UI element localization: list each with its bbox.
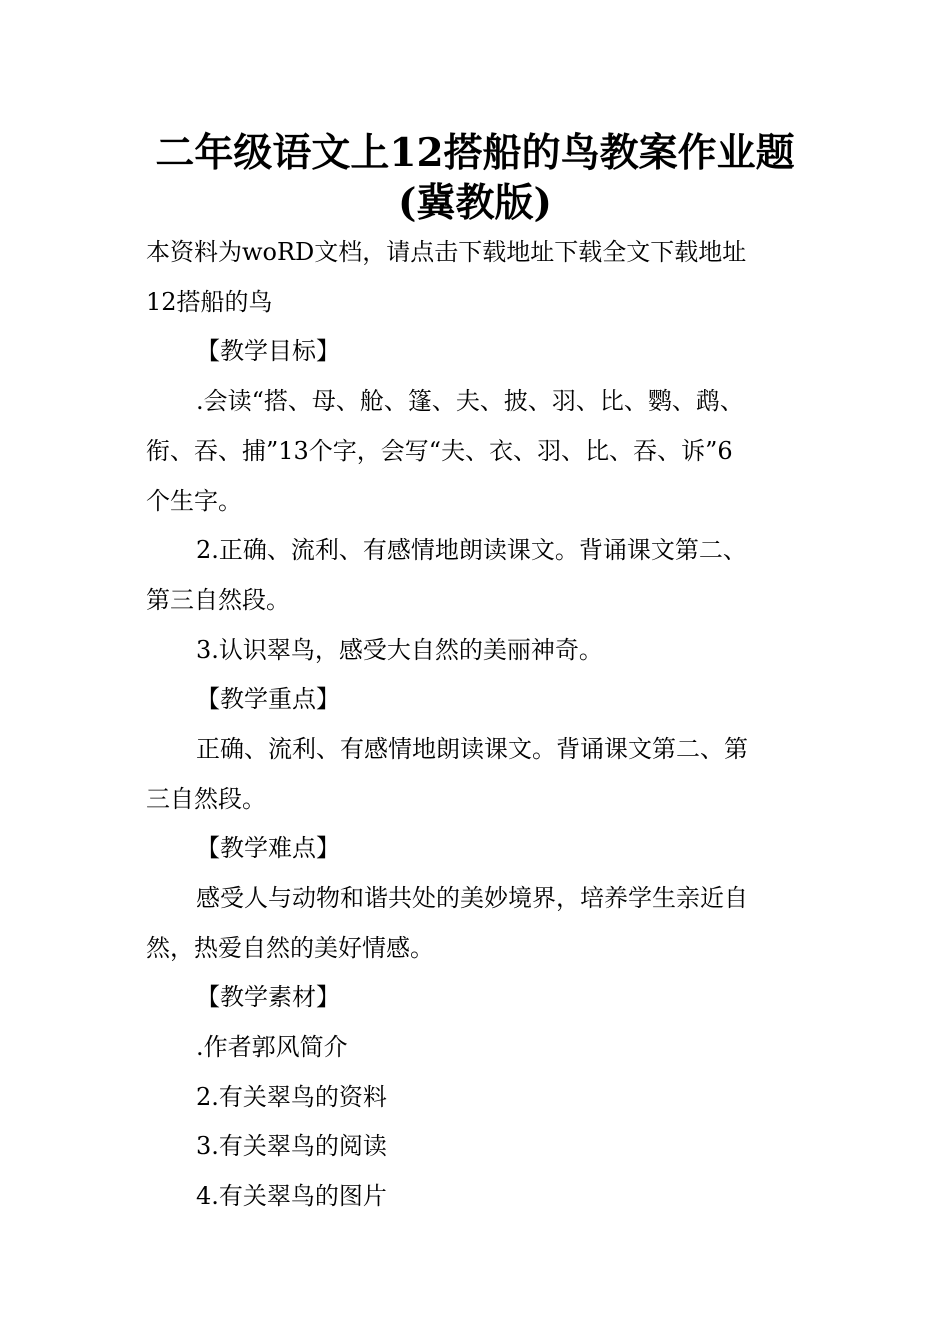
goal-2-line-1: 2.正确、流利、有感情地朗读课文。背诵课文第二、 (196, 536, 747, 564)
document-title-line-1: 二年级语文上12搭船的鸟教案作业题 (155, 130, 795, 176)
goals-heading: 【教学目标】 (196, 337, 340, 365)
intro-text-line-2: 12搭船的鸟 (146, 288, 273, 316)
materials-item-2: 2.有关翠鸟的资料 (196, 1083, 387, 1111)
goal-1-line-3: 个生字。 (146, 487, 242, 515)
document-title-line-2: (冀教版) (398, 180, 552, 226)
key-points-line-2: 三自然段。 (146, 785, 266, 813)
materials-heading: 【教学素材】 (196, 983, 340, 1011)
key-points-heading: 【教学重点】 (196, 685, 340, 713)
goal-2-line-2: 第三自然段。 (146, 586, 290, 614)
goal-1-line-2: 衔、吞、捕”13个字，会写“夫、衣、羽、比、吞、诉”6 (146, 437, 733, 465)
intro-text-line-1: 本资料为woRD文档，请点击下载地址下载全文下载地址 (146, 238, 747, 266)
goal-1-line-1: .会读“搭、母、舱、篷、夫、披、羽、比、鹦、鹉、 (196, 387, 744, 415)
goal-3: 3.认识翠鸟，感受大自然的美丽神奇。 (196, 636, 603, 664)
key-points-line-1: 正确、流利、有感情地朗读课文。背诵课文第二、第 (196, 735, 748, 763)
difficulty-heading: 【教学难点】 (196, 834, 340, 862)
materials-item-3: 3.有关翠鸟的阅读 (196, 1132, 387, 1160)
difficulty-line-2: 然，热爱自然的美好情感。 (146, 934, 434, 962)
materials-item-1: .作者郭风简介 (196, 1033, 348, 1061)
materials-item-4: 4.有关翠鸟的图片 (196, 1182, 387, 1210)
difficulty-line-1: 感受人与动物和谐共处的美妙境界，培养学生亲近自 (196, 884, 748, 912)
